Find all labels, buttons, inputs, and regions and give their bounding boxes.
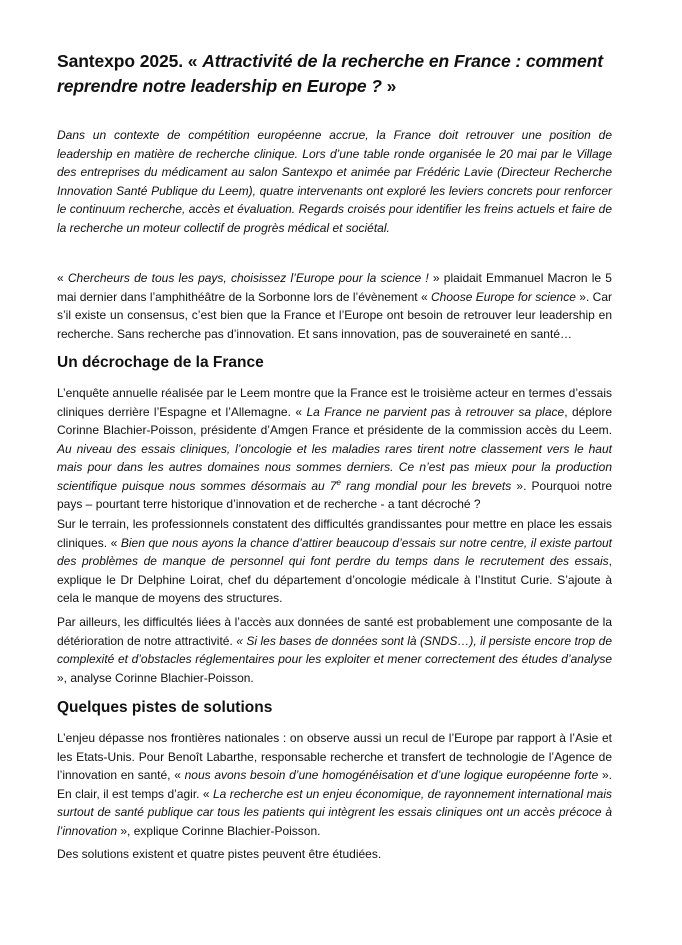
paragraph-leem-survey: L’enquête annuelle réalisée par le Leem montre que la France est le troisième acteur en termes d’essais cliniques derrière l’Espagne et l’Allemagne. « La France ne parvient pas à retrouver sa place, déplore Corinne Blachier-Poisson, présidente d’Amgen France et présidente de la commission accès du Leem. Au niveau des essais cliniques, l’oncologie et les maladies rares tirent notre classement vers le haut mais pour dans les autres domaines nous sommes derniers. Ce n’est pas mieux pour la production scientifique puisque nous sommes désormais au 7e rang mondial pour les brevets ». Pourquoi notre pays – pourtant terre historique d’innovation et de recherche - a tant décroché ? xyxy=(57,386,613,511)
paragraph-health-data: Par ailleurs, les difficultés liées à l’accès aux données de santé est probablement une composante de la détérioration de notre attractivité. « Si les bases de données sont là (SNDS…), il persiste encore trop de complexité et d’obstacles réglementaires pour les exploiter et mener correctement des études d’analyse », analyse Corinne Blachier-Poisson. xyxy=(57,615,612,685)
paragraph-solutions: Des solutions existent et quatre pistes peuvent être étudiées. xyxy=(57,847,382,861)
intro-paragraph: Dans un contexte de compétition européenne accrue, la France doit retrouver une position de leadership en matière de recherche clinique. Lors d’une table ronde organisée le 20 mai par le Village des entreprises du médicament au salon Santexpo et animée par Frédéric Lavie (Directeur Recherche Innovation Santé Publique du Leem), quatre intervenants ont exploré les leviers concrets pour renforcer le continuum recherche, accès et évaluation. Regards croisés pour identifier les freins actuels et faire de la recherche un moteur collectif de progrès médical et sociétal. xyxy=(57,128,612,235)
section-heading-pistes: Quelques pistes de solutions xyxy=(57,699,273,716)
section-heading-decrochage: Un décrochage de la France xyxy=(57,354,264,371)
paragraph-field-difficulties: Sur le terrain, les professionnels constatent des difficultés grandissantes pour mettre en place les essais cliniques. « Bien que nous ayons la chance d’attirer beaucoup d’essais sur notre centre, il existe partout des problèmes de manque de personnel qui font perdre du temps dans le recrutement des essais, explique le Dr Delphine Loirat, chef du département d’oncologie médicale à l’Institut Curie. S’ajoute à cela le manque de moyens des structures. xyxy=(57,517,612,605)
paragraph-european-stakes: L’enjeu dépasse nos frontières nationales : on observe aussi un recul de l’Europe par rapport à l’Asie et les Etats-Unis. Pour Benoît Labarthe, responsable recherche et transfert de technologie de l’Agence de l’innovation en santé, « nous avons besoin d’une homogénéisation et d’une logique européenne forte ». En clair, il est temps d’agir. « La recherche est un enjeu économique, de rayonnement international mais surtout de santé publique car tous les patients qui intègrent les essais cliniques ont un accès précoce à l’innovation », explique Corinne Blachier-Poisson. xyxy=(57,731,613,838)
article-title: Santexpo 2025. « Attractivité de la recherche en France : comment reprendre notre leadership en Europe ? » xyxy=(57,51,603,96)
paragraph-macron-quote: « Chercheurs de tous les pays, choisissez l’Europe pour la science ! » plaidait Emmanuel Macron le 5 mai dernier dans l’amphithéâtre de la Sorbonne lors de l’évènement « Choose Europe for science ». Car s’il existe un consensus, c’est bien que la France et l’Europe ont besoin de retrouver leur leadership en recherche. Sans recherche pas d’innovation. Et sans innovation, pas de souveraineté en santé… xyxy=(57,271,613,341)
